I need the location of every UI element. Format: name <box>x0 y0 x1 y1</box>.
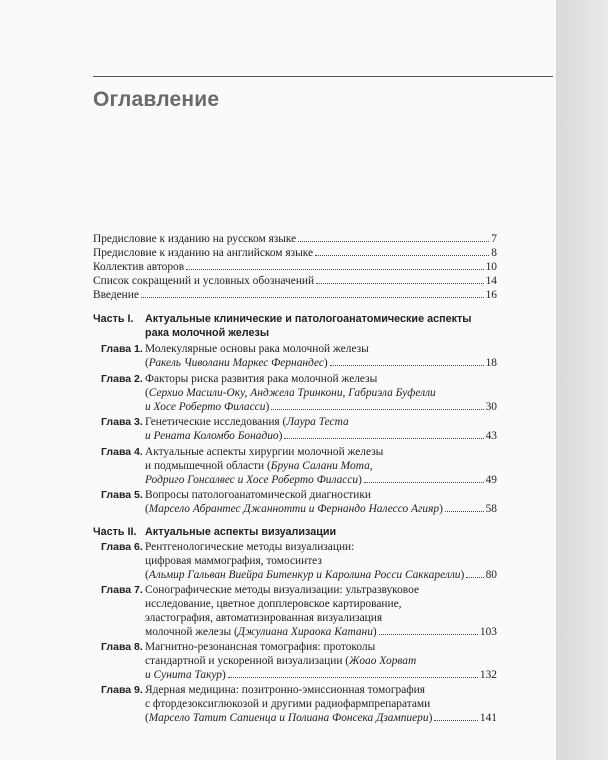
toc-entry[interactable]: и Рената Коломбо Бонадио) 43 <box>145 430 497 442</box>
toc-entry[interactable]: Предисловие к изданию на английском языке 8 <box>93 247 497 259</box>
chapter-title[interactable]: Молекулярные основы рака молочной железы <box>145 343 369 355</box>
dot-leader <box>466 577 483 578</box>
toc-entry[interactable]: (Ракель Чиволани Маркес Фернандес) 18 <box>145 357 497 369</box>
part-title: Актуальные клинические и патологоанатомические аспекты <box>145 313 472 325</box>
chapter-title: исследование, цветное допплеровское картирование, <box>145 598 402 610</box>
chapter-title[interactable]: Рентгенологические методы визуализации: <box>145 541 355 553</box>
chapter-title: эластография, автоматизированная визуализация <box>145 612 383 624</box>
dot-leader <box>298 241 489 242</box>
toc-entry[interactable]: молочной железы (Джулиана Хираока Катани) 103 <box>145 626 497 638</box>
chapter-title[interactable]: Магнитно-резонансная томография: протоколы <box>145 641 376 653</box>
dot-leader <box>330 365 484 366</box>
part-title: Актуальные аспекты визуализации <box>145 526 337 538</box>
dot-leader <box>316 283 483 284</box>
toc-entry[interactable]: (Марсело Абрантес Джаннотти и Фернандо Налессо Агияр) 58 <box>145 503 497 515</box>
chapter-title[interactable]: Ядерная медицина: позитронно-эмиссионная томография <box>145 684 425 696</box>
chapter-label: Глава 4. <box>101 446 143 458</box>
chapter-title[interactable]: Вопросы патологоанатомической диагностики <box>145 489 372 501</box>
toc-entry[interactable]: (Марсело Татит Сапиенца и Полиана Фонсека Дзампиери) 141 <box>145 712 497 724</box>
chapter-title[interactable]: Факторы риска развития рака молочной железы <box>145 373 378 385</box>
chapter-label: Глава 2. <box>101 373 143 385</box>
dot-leader <box>186 269 483 270</box>
chapter-label: Глава 8. <box>101 641 143 653</box>
toc-entry[interactable]: и Сунита Такур) 132 <box>145 669 497 681</box>
header-rule <box>93 76 553 77</box>
chapter-label: Глава 1. <box>101 343 143 355</box>
page-edge <box>556 0 608 760</box>
chapter-title: и подмышечной области (Бруна Салани Мота, <box>145 460 373 472</box>
chapter-authors: (Серхио Масили-Оку, Анджела Тринкони, Габриэла Буфелли <box>145 387 436 399</box>
toc-entry[interactable]: Введение 16 <box>93 289 497 301</box>
dot-leader <box>445 511 484 512</box>
chapter-title[interactable]: Актуальные аспекты хирургии молочной железы <box>145 446 384 458</box>
chapter-title: с фтордезоксиглюкозой и другими радиофармпрепаратами <box>145 698 431 710</box>
chapter-title: стандартной и ускоренной визуализации (Жоао Хорват <box>145 655 417 667</box>
chapter-title[interactable]: Сонографические методы визуализации: ультразвуковое <box>145 584 419 596</box>
chapter-label: Глава 6. <box>101 541 143 553</box>
toc-entry[interactable]: (Альмир Гальван Виейра Битенкур и Каролина Росси Саккарелли) 80 <box>145 569 497 581</box>
chapter-label: Глава 3. <box>101 416 143 428</box>
part-label: Часть II. <box>93 526 137 538</box>
dot-leader <box>364 482 484 483</box>
chapter-label: Глава 5. <box>101 489 143 501</box>
part-label: Часть I. <box>93 313 134 325</box>
toc-entry[interactable]: Список сокращений и условных обозначений 14 <box>93 275 497 287</box>
dot-leader <box>315 255 489 256</box>
dot-leader <box>379 634 478 635</box>
dot-leader <box>271 409 483 410</box>
chapter-title[interactable]: Генетические исследования (Лаура Теста <box>145 416 349 428</box>
dot-leader <box>141 297 484 298</box>
toc-entry[interactable]: Родриго Гонсалвес и Хосе Роберто Филасси) 49 <box>145 474 497 486</box>
chapter-title: цифровая маммография, томосинтез <box>145 555 322 567</box>
page-title: Оглавление <box>93 88 220 111</box>
dot-leader <box>284 438 483 439</box>
dot-leader <box>228 677 478 678</box>
part-title: рака молочной железы <box>145 327 270 339</box>
chapter-label: Глава 9. <box>101 684 143 696</box>
chapter-label: Глава 7. <box>101 584 143 596</box>
toc-entry[interactable]: Коллектив авторов 10 <box>93 261 497 273</box>
toc-entry[interactable]: Предисловие к изданию на русском языке 7 <box>93 233 497 245</box>
dot-leader <box>434 720 478 721</box>
toc-entry[interactable]: и Хосе Роберто Филасси) 30 <box>145 401 497 413</box>
